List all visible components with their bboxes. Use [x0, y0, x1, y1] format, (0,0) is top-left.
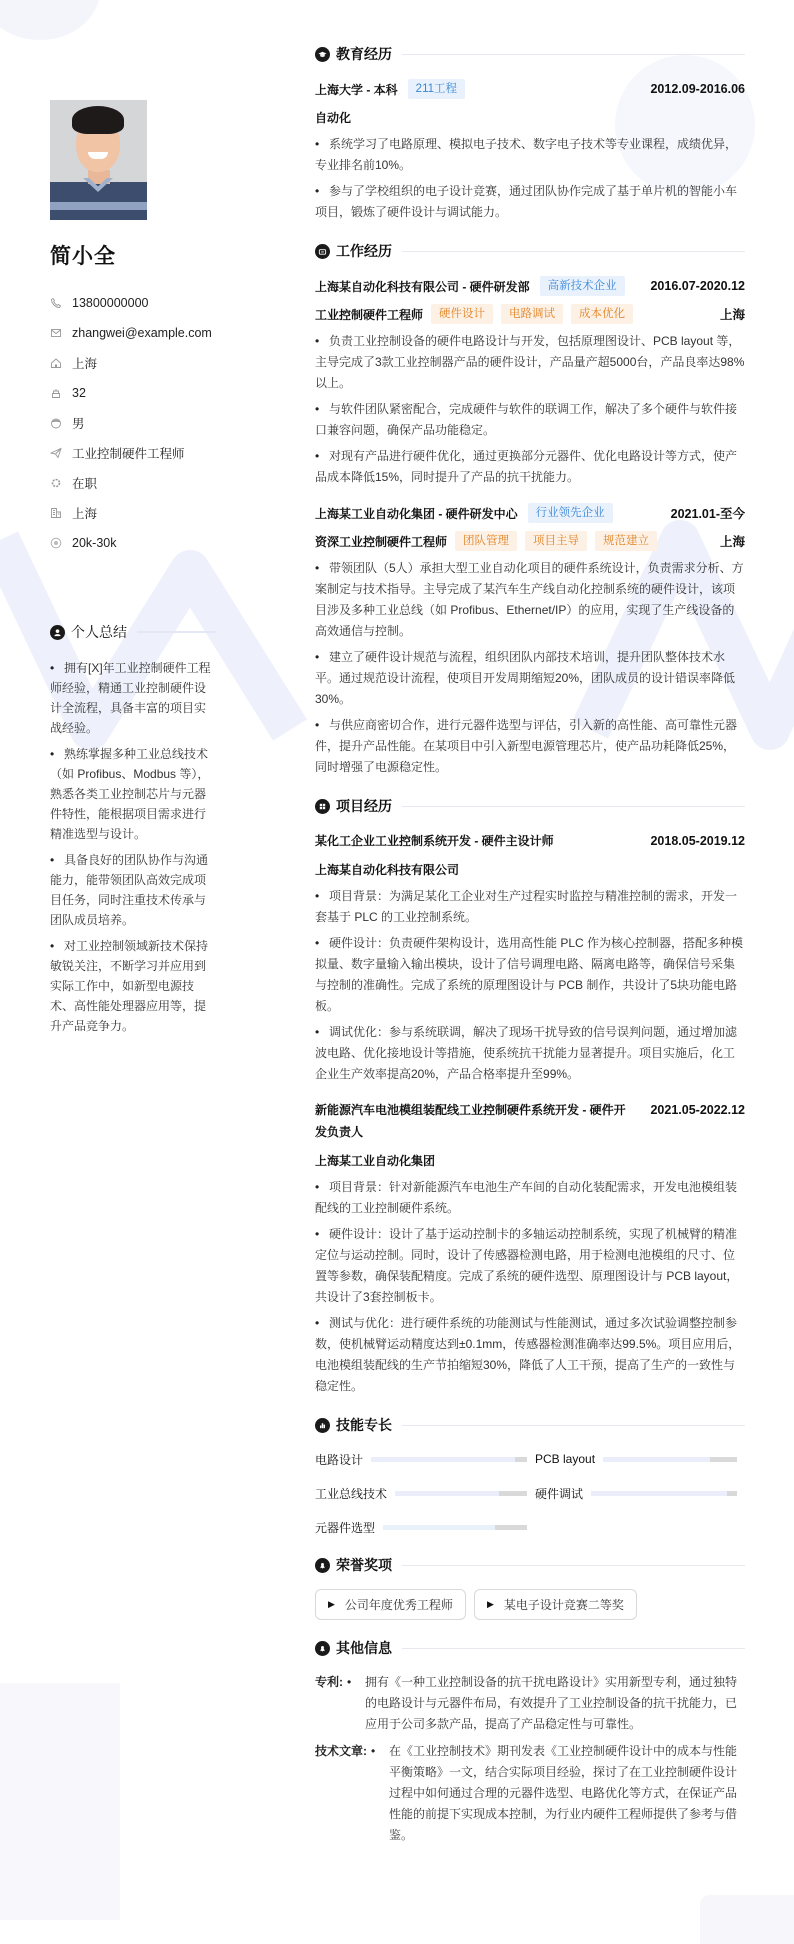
work-experience-section [315, 241, 745, 778]
skill-level-bar [603, 1457, 737, 1462]
skill-tag: 电路调试 [501, 304, 563, 324]
list-item: • 硬件设计：负责硬件架构设计，选用高性能 PLC 作为核心控制器，搭配多种模拟量、数字量输入输出模块，设计了信号调理电路、隔离电路等，确保信号采集与控制的准确性。完成了系统的原理图设计与 PCB 制作，共设计了5块功能电路板。 [315, 936, 744, 1013]
section-title: 其他信息 [315, 1638, 745, 1658]
skill-level-bar [383, 1525, 527, 1530]
job-role: 工业控制硬件工程师 [315, 307, 424, 322]
home-icon [50, 357, 62, 369]
job-date: 2021.01-至今 [670, 507, 745, 521]
background-circle-decoration [0, 0, 100, 40]
section-title: 教育经历 [315, 44, 745, 64]
award-badge: ▶ 某电子设计竞赛二等奖 [474, 1589, 637, 1620]
job-details [315, 331, 745, 488]
info-city: 上海 [50, 498, 220, 528]
awards-list [315, 1589, 745, 1620]
skill-tag: 团队管理 [455, 531, 517, 551]
divider [402, 806, 745, 807]
education-details [315, 134, 745, 223]
company-name: 上海某自动化科技有限公司 - 硬件研发部 [315, 279, 530, 294]
section-title: 工作经历 [315, 241, 745, 261]
info-email: zhangwei@example.com [50, 318, 220, 348]
honors-section [315, 1555, 745, 1620]
info-gender: 男 [50, 408, 220, 438]
info-job-intention: 工业控制硬件工程师 [50, 438, 220, 468]
job-entry [315, 502, 745, 778]
personal-summary-section [50, 622, 216, 1042]
user-icon [50, 625, 65, 640]
send-icon [50, 447, 62, 459]
triangle-icon: ▶ [328, 1599, 335, 1609]
list-item: • 测试与优化：进行硬件系统的功能测试与性能测试，通过多次试验调整控制参数，使机械臂运动精度达到±0.1mm，传感器检测准确率达99.5%。项目应用后，电池模组装配线的生产节拍缩短30%，降低了人工干预，提高了生产的一致性与稳定性。 [315, 1316, 741, 1393]
project-name: 某化工企业工业控制系统开发 - 硬件主设计师 [315, 834, 554, 848]
info-age: 32 [50, 378, 220, 408]
education-entry [315, 78, 745, 223]
list-item: • 项目背景：为满足某化工企业对生产过程实时监控与精准控制的需求，开发一套基于 PLC 的工业控制系统。 [315, 889, 738, 924]
list-item: • 项目背景：针对新能源汽车电池生产车间的自动化装配需求，开发电池模组装配线的工业控制硬件系统。 [315, 1180, 738, 1215]
background-rect-decoration [0, 1683, 120, 1920]
project-details [315, 1177, 745, 1397]
info-phone: 13800000000 [50, 288, 220, 318]
project-experience-section [315, 796, 745, 1397]
divider [402, 251, 745, 252]
list-item: • 与软件团队紧密配合，完成硬件与软件的联调工作，解决了多个硬件与软件接口兼容问题，确保产品功能稳定。 [315, 402, 738, 437]
other-info-patent: 专利: • 拥有《一种工业控制设备的抗干扰电路设计》实用新型专利，通过独特的电路设计与元器件布局，有效提升了工业控制设备的抗干扰能力，已应用于公司多款产品，提高了产品稳定性与可靠性。 [315, 1675, 738, 1731]
status-icon [50, 477, 62, 489]
section-title: 个人总结 [50, 622, 216, 642]
list-item: • 具备良好的团队协作与沟通能力，能带领团队高效完成项目任务，同时注重技术传承与团队成员培养。 [50, 853, 209, 927]
grid-icon [315, 799, 330, 814]
project-entry [315, 1099, 745, 1397]
job-location: 上海 [719, 535, 745, 549]
section-title: 技能专长 [315, 1415, 745, 1435]
divider [402, 1648, 745, 1649]
info-icon [315, 1641, 330, 1656]
list-item: • 带领团队（5人）承担大型工业自动化项目的硬件系统设计，负责需求分析、方案制定与技术指导。主导完成了某汽车生产线自动化控制系统的硬件设计，该项目涉及多种工业总线（如 Profibus、Ethernet/IP）的应用，实现了生产线设备的高效通信与控制。 [315, 561, 744, 638]
list-item: • 与供应商密切合作，进行元器件选型与评估，引入新的高性能、高可靠性元器件，提升产品性能。在某项目中引入新型电源管理芯片，使产品功耗降低25%，同时增强了电源稳定性。 [315, 718, 738, 774]
section-title: 项目经历 [315, 796, 745, 816]
job-entry [315, 275, 745, 488]
skill-tag: 成本优化 [571, 304, 633, 324]
skills-section [315, 1415, 745, 1537]
divider [402, 1565, 745, 1566]
info-salary: 20k-30k [50, 528, 220, 558]
skill-item: 电路设计 [315, 1449, 535, 1469]
project-org: 上海某自动化科技有限公司 [315, 862, 460, 877]
award-icon [315, 1558, 330, 1573]
school-tag: 211工程 [408, 79, 465, 99]
divider [137, 631, 216, 633]
briefcase-icon [315, 244, 330, 259]
list-item: • 对现有产品进行硬件优化，通过更换部分元器件、优化电路设计等方式，使产品成本降低15%，同时提升了产品的抗干扰能力。 [315, 449, 738, 484]
divider [402, 54, 745, 55]
skill-item: 元器件选型 [315, 1517, 535, 1537]
list-item: • 熟练掌握多种工业总线技术（如 Profibus、Modbus 等），熟悉各类工业控制芯片与元器件特性，能根据项目需求进行精准选型与设计。 [50, 747, 210, 841]
project-org: 上海某工业自动化集团 [315, 1153, 436, 1168]
info-status: 在职 [50, 468, 220, 498]
age-icon [50, 387, 62, 399]
divider [402, 1425, 745, 1426]
avatar [50, 100, 147, 220]
other-info-section [315, 1638, 745, 1846]
job-date: 2016.07-2020.12 [650, 279, 745, 293]
job-location: 上海 [719, 308, 745, 322]
skill-item: 硬件调试 [535, 1483, 745, 1503]
project-date: 2021.05-2022.12 [650, 1103, 745, 1117]
bar-chart-icon [315, 1418, 330, 1433]
list-item: • 硬件设计：设计了基于运动控制卡的多轴运动控制系统，实现了机械臂的精准定位与运动控制。同时，设计了传感器检测电路，用于检测电池模组的尺寸、位置等参数，确保装配精度。完成了系统的硬件选型、原理图设计与 PCB layout，共设计了3套控制板卡。 [315, 1227, 739, 1304]
project-details [315, 886, 745, 1085]
skill-item: PCB layout [535, 1449, 745, 1469]
list-item: • 建立了硬件设计规范与流程，组织团队内部技术培训，提升团队整体技术水平。通过规范设计流程，使项目开发周期缩短20%，团队成员的设计错误率降低30%。 [315, 650, 736, 706]
resume-main [315, 44, 745, 1864]
summary-list [50, 658, 216, 1036]
other-info-article: 技术文章: • 在《工业控制技术》期刊发表《工业控制硬件设计中的成本与性能平衡策略》一文，结合实际项目经验，探讨了在工业控制硬件设计过程中如何通过合理的元器件选型、电路优化等方式，在保证产品性能的前提下实现成本控制，为行业内硬件工程师提供了参考与借鉴。 [315, 1744, 738, 1842]
list-item: • 拥有[X]年工业控制硬件工程师经验，精通工业控制硬件设计全流程，具备丰富的项目实战经验。 [50, 661, 211, 735]
list-item: • 对工业控制领域新技术保持敏锐关注，不断学习并应用到实际工作中，如新型电源技术、高性能处理器应用等，提升产品竞争力。 [50, 939, 209, 1033]
salary-icon [50, 537, 62, 549]
building-icon [50, 507, 62, 519]
list-item: • 负责工业控制设备的硬件电路设计与开发，包括原理图设计、PCB layout 等，主导完成了3款工业控制器产品的硬件设计，产品量产超5000台，产品良率达98%以上。 [315, 334, 745, 390]
mail-icon [50, 327, 62, 339]
major: 自动化 [315, 110, 352, 125]
company-tag: 高新技术企业 [540, 276, 625, 296]
skill-level-bar [395, 1491, 527, 1496]
project-date: 2018.05-2019.12 [650, 834, 745, 848]
job-details [315, 558, 745, 778]
list-item: • 参与了学校组织的电子设计竞赛，通过团队协作完成了基于单片机的智能小车项目，锻炼了硬件设计与调试能力。 [315, 184, 738, 219]
project-entry [315, 830, 745, 1085]
phone-icon [50, 297, 62, 309]
award-badge: ▶ 公司年度优秀工程师 [315, 1589, 466, 1620]
skills-grid [315, 1449, 745, 1537]
skill-level-bar [591, 1491, 737, 1496]
project-name: 新能源汽车电池模组装配线工业控制硬件系统开发 - 硬件开发负责人 [315, 1103, 626, 1139]
candidate-name: 简小全 [50, 245, 116, 268]
skill-tag: 项目主导 [525, 531, 587, 551]
skill-level-bar [371, 1457, 527, 1462]
gender-icon [50, 417, 62, 429]
education-date: 2012.09-2016.06 [650, 82, 745, 96]
info-location: 上海 [50, 348, 220, 378]
school-name: 上海大学 - 本科 [315, 82, 398, 97]
profile-sidebar [50, 100, 220, 558]
company-name: 上海某工业自动化集团 - 硬件研发中心 [315, 506, 518, 521]
list-item: • 系统学习了电路原理、模拟电子技术、数字电子技术等专业课程，成绩优异，专业排名前10%。 [315, 137, 738, 172]
company-tag: 行业领先企业 [528, 503, 613, 523]
list-item: • 调试优化：参与系统联调，解决了现场干扰导致的信号误判问题，通过增加滤波电路、优化接地设计等措施，使系统抗干扰能力显著提升。项目实施后，化工企业生产效率提高20%，产品合格率提升至99%。 [315, 1025, 738, 1081]
triangle-icon: ▶ [486, 1599, 494, 1609]
education-section [315, 44, 745, 223]
skill-item: 工业总线技术 [315, 1483, 535, 1503]
job-role: 资深工业控制硬件工程师 [315, 534, 448, 549]
skill-tag: 规范建立 [595, 531, 657, 551]
graduation-cap-icon [315, 47, 330, 62]
background-rect-decoration [700, 1895, 794, 1944]
section-title: 荣誉奖项 [315, 1555, 745, 1575]
contact-info-list [50, 288, 220, 558]
skill-tag: 硬件设计 [431, 304, 493, 324]
